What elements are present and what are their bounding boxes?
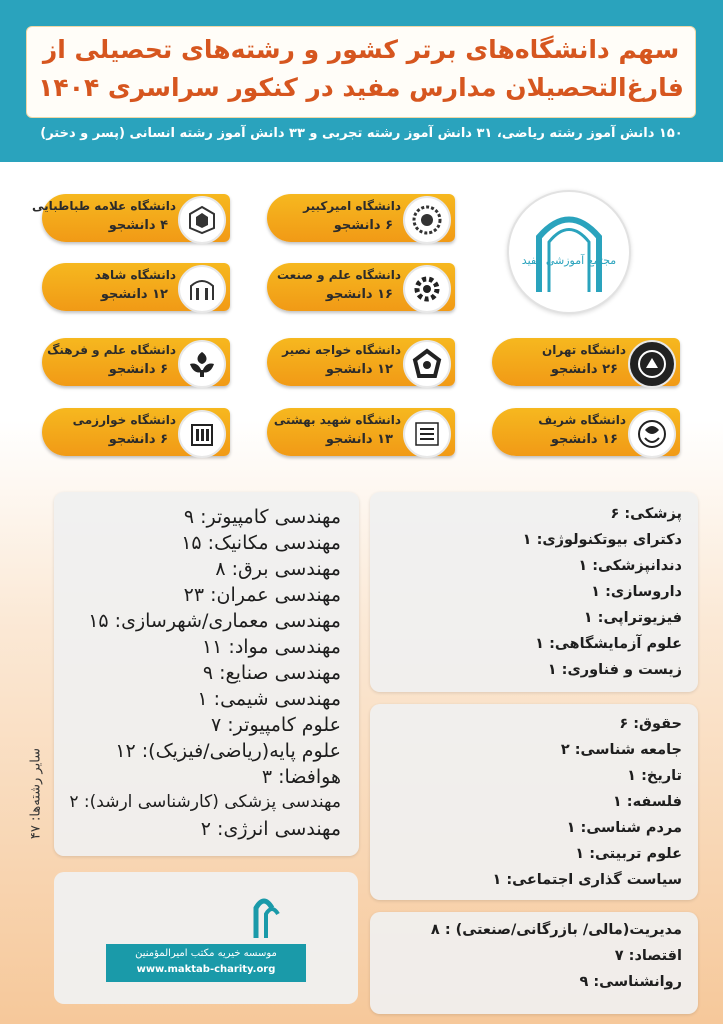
university-count: ۶ دانشجو — [108, 362, 168, 377]
university-card — [32, 194, 230, 242]
field-item: علوم تربیتی: ۱ — [575, 846, 682, 862]
field-item: مهندسی کامپیوتر: ۹ — [183, 506, 341, 528]
university-card — [42, 263, 230, 311]
field-item: مردم شناسی: ۱ — [566, 820, 682, 836]
field-item: حقوق: ۶ — [619, 716, 682, 732]
field-item: علوم پایه(ریاضی/فیزیک): ۱۲ — [115, 740, 341, 762]
university-card — [267, 194, 455, 242]
university-card — [267, 338, 455, 386]
field-item: مهندسی عمران: ۲۳ — [183, 584, 341, 606]
mofid-logo-icon — [509, 192, 629, 312]
field-item: داروسازی: ۱ — [591, 584, 682, 600]
university-count: ۶ دانشجو — [333, 218, 393, 233]
field-item: زیست و فناوری: ۱ — [547, 662, 682, 678]
engineering-fields-panel — [54, 492, 359, 856]
usc-logo-icon — [178, 340, 226, 388]
university-name: دانشگاه شهید بهشتی — [273, 413, 401, 427]
field-item: سیاست گذاری اجتماعی: ۱ — [492, 872, 682, 888]
field-item: جامعه شناسی: ۲ — [560, 742, 682, 758]
field-item: علوم آزمایشگاهی: ۱ — [535, 636, 682, 652]
field-item: پزشکی: ۶ — [610, 506, 682, 522]
university-count: ۶ دانشجو — [108, 432, 168, 447]
title-box — [26, 26, 696, 118]
kharazmi-logo-icon — [178, 410, 226, 458]
charity-name: موسسه خیریه مکتب امیرالمؤمنین — [135, 948, 277, 959]
page-title-line1: سهم دانشگاه‌های برتر کشور و رشته‌های تحصیلی از — [42, 35, 680, 64]
university-count: ۱۲ دانشجو — [100, 287, 168, 302]
university-card — [492, 408, 680, 456]
page-subtitle: ۱۵۰ دانش آموز رشته ریاضی، ۳۱ دانش آموز رشته تجربی و ۳۳ دانش آموز رشته انسانی (پسر و دختر) — [40, 126, 683, 141]
charity-emblem-icon — [106, 888, 306, 944]
humanities-fields-panel — [370, 704, 698, 900]
field-item: مهندسی پزشکی (کارشناسی ارشد): ۲ — [69, 792, 341, 812]
university-name: دانشگاه شاهد — [94, 268, 176, 282]
field-item: اقتصاد: ۷ — [614, 948, 682, 964]
university-name: دانشگاه شریف — [538, 413, 626, 427]
mofid-logo-text: مجتمع آموزشی مفید — [521, 254, 617, 267]
charity-logo-panel — [54, 872, 358, 1004]
university-name: دانشگاه علامه طباطبایی — [32, 199, 176, 213]
sharif-logo-icon — [628, 410, 676, 458]
university-card — [42, 408, 230, 456]
field-item: روانشناسی: ۹ — [579, 974, 682, 990]
field-item: مهندسی شیمی: ۱ — [197, 688, 341, 710]
university-card — [42, 338, 230, 386]
medical-fields-panel — [370, 492, 698, 692]
management-fields-panel — [370, 912, 698, 1014]
university-name: دانشگاه تهران — [542, 343, 626, 357]
other-fields-note-text: سایر رشته‌ها: ۴۷ — [28, 747, 44, 840]
field-item: هوافضا: ۳ — [261, 766, 341, 788]
field-item: مهندسی انرژی: ۲ — [200, 818, 341, 840]
other-fields-note — [14, 736, 54, 856]
field-item: مهندسی صنایع: ۹ — [202, 662, 341, 684]
field-item: مهندسی معماری/شهرسازی: ۱۵ — [88, 610, 341, 632]
university-card — [492, 338, 680, 386]
charity-banner — [106, 944, 306, 982]
university-count: ۲۶ دانشجو — [550, 362, 618, 377]
university-count: ۱۶ دانشجو — [550, 432, 618, 447]
field-item: دکترای بیوتکنولوژی: ۱ — [522, 532, 682, 548]
university-name: دانشگاه علم و فرهنگ — [47, 343, 176, 357]
page-title-line2: فارغ‌التحصیلان مدارس مفید در کنکور سراسری ۱۴۰۴ — [38, 73, 684, 102]
university-count: ۱۲ دانشجو — [325, 362, 393, 377]
field-item: مهندسی مواد: ۱۱ — [201, 636, 341, 658]
field-item: مهندسی برق: ۸ — [215, 558, 341, 580]
field-item: مهندسی مکانیک: ۱۵ — [181, 532, 341, 554]
charity-url[interactable]: www.maktab-charity.org — [136, 964, 276, 975]
field-item: فیزیوتراپی: ۱ — [583, 610, 682, 626]
university-name: دانشگاه خوارزمی — [72, 413, 176, 427]
university-count: ۱۶ دانشجو — [325, 287, 393, 302]
shahed-logo-icon — [178, 265, 226, 313]
university-count: ۱۳ دانشجو — [325, 432, 393, 447]
mofid-logo — [507, 190, 631, 314]
tehran-logo-icon — [628, 340, 676, 388]
sbu-logo-icon — [403, 410, 451, 458]
university-name: دانشگاه امیرکبیر — [303, 199, 401, 213]
charity-logo — [106, 888, 306, 988]
kntu-logo-icon — [403, 340, 451, 388]
university-name: دانشگاه علم و صنعت — [276, 268, 401, 282]
field-item: علوم کامپیوتر: ۷ — [211, 714, 341, 736]
amirkabir-logo-icon — [403, 196, 451, 244]
allameh-logo-icon — [178, 196, 226, 244]
header-banner — [0, 0, 723, 162]
field-item: تاریخ: ۱ — [627, 768, 682, 784]
university-name: دانشگاه خواجه نصیر — [282, 343, 401, 357]
iust-logo-icon — [403, 265, 451, 313]
field-item: دندانپزشکی: ۱ — [578, 558, 682, 574]
field-item: مدیریت(مالی/ بازرگانی/صنعتی) : ۸ — [430, 922, 682, 938]
university-card — [267, 408, 455, 456]
field-item: فلسفه: ۱ — [612, 794, 682, 810]
university-count: ۴ دانشجو — [108, 218, 168, 233]
university-card — [267, 263, 455, 311]
